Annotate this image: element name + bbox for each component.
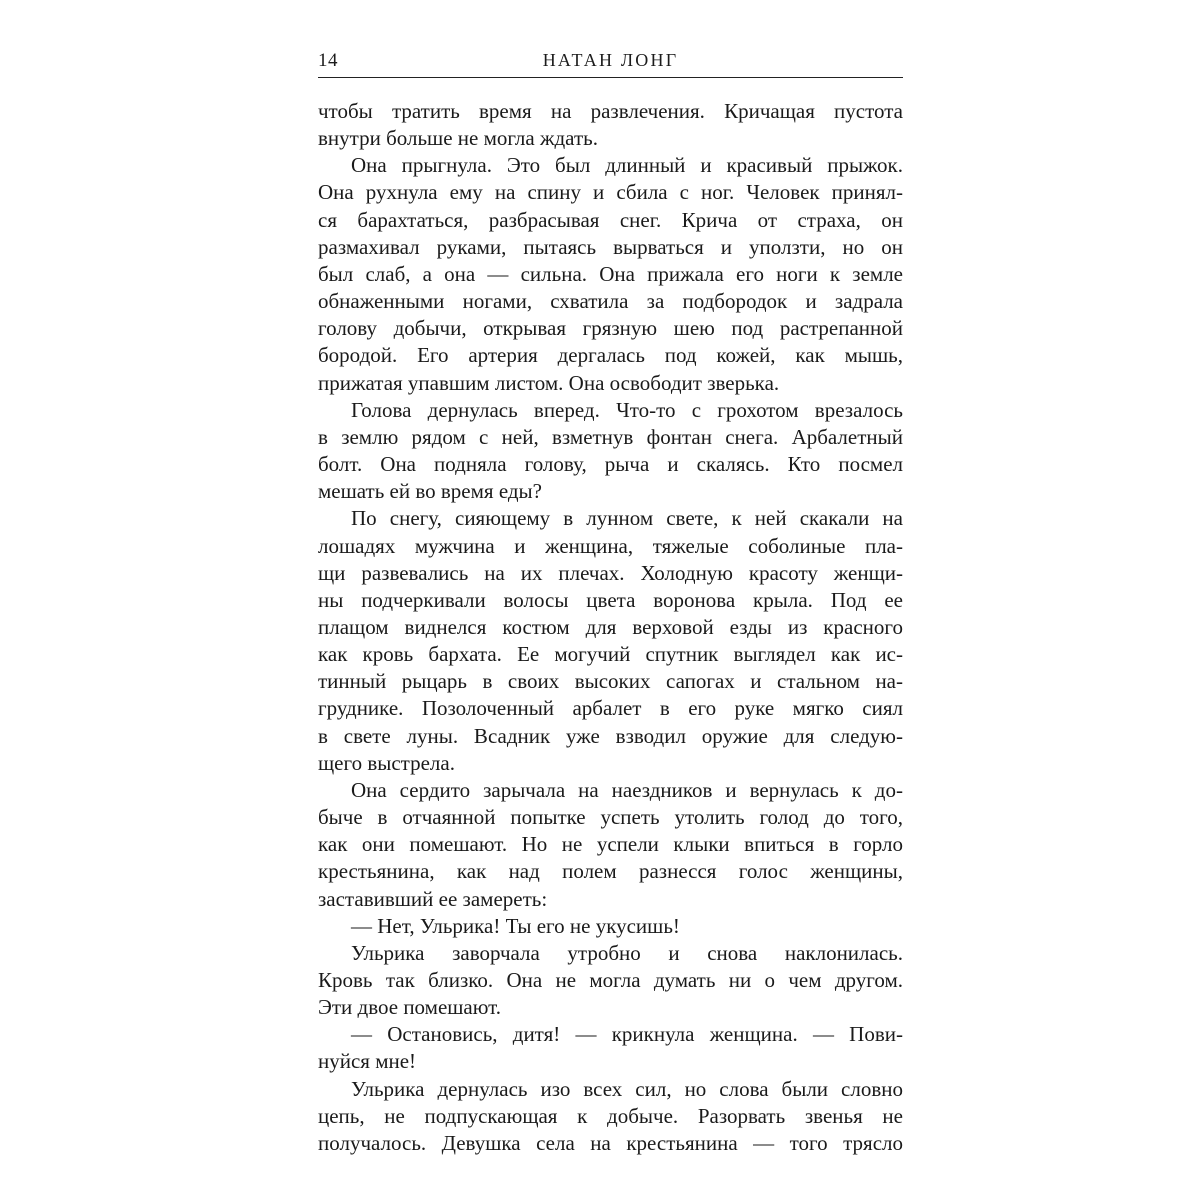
text-line: щего выстрела.: [318, 750, 455, 775]
text-line: цепь, не подпускающая к добыче. Разорвать звенья не: [318, 1103, 903, 1128]
text-line: как кровь бархата. Ее могучий спутник выглядел как ис-: [318, 642, 903, 667]
text-line: чтобы тратить время на развлечения. Кричащая пустота: [318, 99, 903, 123]
text-line: груднике. Позолоченный арбалет в его руке мягко сиял: [318, 696, 903, 721]
text-line: — Нет, Ульрика! Ты его не укусишь!: [351, 913, 680, 938]
text-line: был слаб, а она — сильна. Она прижала его ноги к земле: [318, 261, 903, 286]
text-line: заставивший ее замереть:: [318, 886, 548, 911]
text-line: Она сердито зарычала на наездников и вернулась к до-: [351, 777, 903, 802]
body-text: [318, 98, 903, 1157]
running-title: НАТАН ЛОНГ: [542, 50, 679, 70]
text-line: прижатая упавшим листом. Она освободит зверька.: [318, 370, 780, 395]
text-line: Эти двое помешают.: [318, 995, 502, 1020]
text-line: плащом виднелся костюм для верховой езды из красного: [318, 614, 903, 639]
text-line: щи развевались на их плечах. Холодную красоту женщи-: [318, 560, 903, 585]
text-line: лошадях мужчина и женщина, тяжелые соболиные пла-: [318, 533, 903, 558]
text-line: в свете луны. Всадник уже взводил оружие для следую-: [318, 723, 903, 748]
text-line: болт. Она подняла голову, рыча и скалясь. Кто посмел: [318, 452, 903, 477]
running-header: [318, 48, 903, 78]
text-line: обнаженными ногами, схватила за подбородок и задрала: [318, 289, 903, 314]
text-line: — Остановись, дитя! — крикнула женщина. — Пови-: [351, 1022, 903, 1047]
text-line: бородой. Его артерия дергалась под кожей, как мышь,: [318, 343, 903, 368]
text-line: Она рухнула ему на спину и сбила с ног. Человек принял-: [318, 180, 903, 205]
text-line: Ульрика дернулась изо всех сил, но слова были словно: [351, 1076, 903, 1101]
text-line: крестьянина, как над полем разнесся голос женщины,: [318, 859, 903, 884]
header-rule: [318, 77, 903, 78]
text-line: в землю рядом с ней, взметнув фонтан снега. Арбалетный: [318, 424, 903, 449]
text-line: голову добычи, открывая грязную шею под растрепанной: [318, 316, 903, 341]
text-line: По снегу, сияющему в лунном свете, к ней скакали на: [351, 506, 903, 531]
page-number: 14: [318, 50, 338, 71]
text-line: как они помешают. Но не успели клыки впиться в горло: [318, 832, 903, 857]
text-line: Она прыгнула. Это был длинный и красивый прыжок.: [351, 153, 903, 178]
text-line: получалось. Девушка села на крестьянина — того трясло: [318, 1130, 903, 1155]
text-line: Голова дернулась вперед. Что-то с грохотом врезалось: [351, 397, 903, 422]
text-line: мешать ей во время еды?: [318, 479, 542, 504]
text-line: быче в отчаянной попытке успеть утолить голод до того,: [318, 805, 903, 830]
text-line: тинный рыцарь в своих высоких сапогах и стальном на-: [318, 669, 903, 694]
text-line: ся барахтаться, разбрасывая снег. Крича от страха, он: [318, 207, 903, 232]
text-line: Кровь так близко. Она не могла думать ни о чем другом.: [318, 968, 903, 992]
text-line: размахивал руками, пытаясь вырваться и уползти, но он: [318, 234, 903, 259]
text-line: Ульрика заворчала утробно и снова наклонилась.: [351, 940, 903, 965]
text-line: ны подчеркивали волосы цвета воронова крыла. Под ее: [318, 587, 903, 612]
text-line: внутри больше не могла ждать.: [318, 126, 598, 151]
text-line: нуйся мне!: [318, 1049, 417, 1074]
